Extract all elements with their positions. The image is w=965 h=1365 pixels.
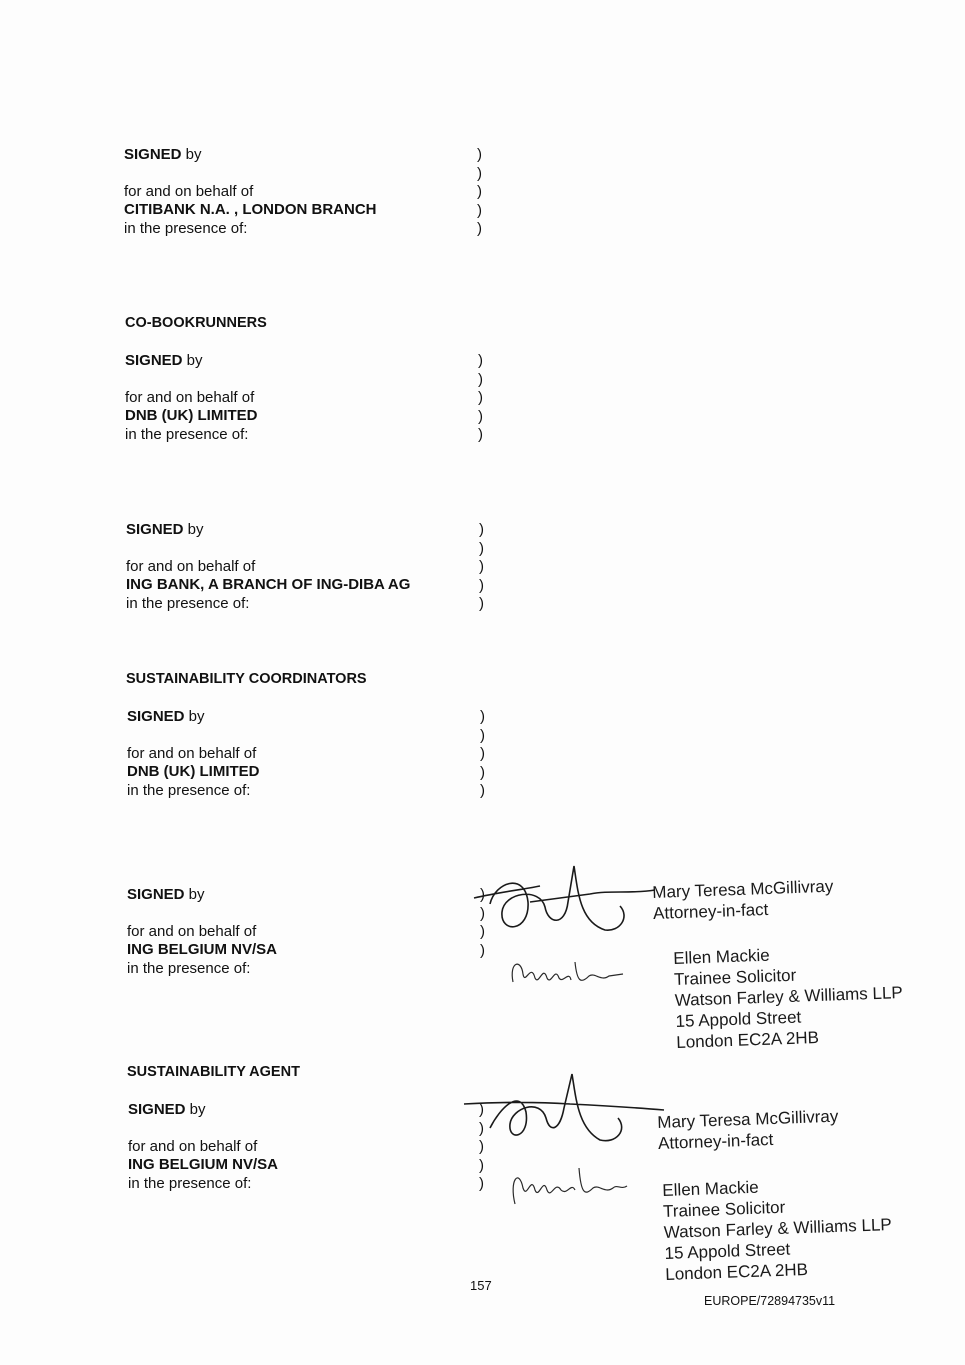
signature-block-dnb-coordinator: SIGNED by for and on behalf of DNB (UK) LIMITED in the presence of: bbox=[127, 708, 260, 799]
witness-city: London EC2A 2HB bbox=[664, 1259, 809, 1284]
bracket-column: ) ) ) ) ) bbox=[479, 1101, 484, 1192]
attorney-stamp-2 bbox=[657, 1106, 839, 1154]
witness-firm: Watson Farley & Williams LLP bbox=[663, 1215, 893, 1242]
witness-title: Trainee Solicitor bbox=[673, 965, 797, 989]
signed-label: SIGNED bbox=[127, 708, 185, 725]
entity-name: ING BELGIUM NV/SA bbox=[127, 941, 278, 958]
section-heading-co-bookrunners: CO-BOOKRUNNERS bbox=[125, 315, 267, 331]
witness-city: London EC2A 2HB bbox=[675, 1027, 820, 1052]
presence-label: in the presence of: bbox=[128, 1174, 252, 1192]
presence-label: in the presence of: bbox=[126, 594, 250, 612]
presence-label: in the presence of: bbox=[125, 425, 249, 443]
behalf-label: for and on behalf of bbox=[127, 922, 257, 940]
behalf-label: for and on behalf of bbox=[125, 388, 255, 406]
presence-label: in the presence of: bbox=[127, 781, 251, 799]
entity-name: DNB (UK) LIMITED bbox=[125, 407, 258, 424]
section-heading-sustainability-agent: SUSTAINABILITY AGENT bbox=[127, 1064, 300, 1080]
signature-block-ing-bank: SIGNED by for and on behalf of ING BANK, A BRANCH OF ING-DIBA AG in the presence of: bbox=[126, 521, 411, 612]
signed-label: SIGNED bbox=[125, 352, 183, 369]
section-heading-sustainability-coordinators: SUSTAINABILITY COORDINATORS bbox=[126, 671, 367, 687]
witness-street: 15 Appold Street bbox=[675, 1007, 802, 1031]
behalf-label: for and on behalf of bbox=[127, 744, 257, 762]
witness-name: Ellen Mackie bbox=[662, 1177, 760, 1200]
signature-block-dnb: SIGNED by for and on behalf of DNB (UK) LIMITED in the presence of: bbox=[125, 352, 258, 443]
witness-street: 15 Appold Street bbox=[664, 1239, 791, 1263]
signature-block-citibank: SIGNED by for and on behalf of CITIBANK N.A. , LONDON BRANCH in the presence of: bbox=[124, 146, 377, 237]
witness-stamp-1 bbox=[673, 940, 905, 1053]
witness-stamp-2 bbox=[662, 1172, 894, 1285]
attorney-signature-1 bbox=[470, 862, 670, 942]
signature-block-ing-belgium-agent: SIGNED by for and on behalf of ING BELGIUM NV/SA in the presence of: bbox=[128, 1101, 279, 1192]
behalf-label: for and on behalf of bbox=[124, 182, 254, 200]
presence-label: in the presence of: bbox=[127, 959, 251, 977]
bracket-column: ) ) ) ) bbox=[480, 886, 485, 959]
bracket-column: ) ) ) ) ) bbox=[479, 521, 484, 612]
bracket-column: ) ) ) ) ) bbox=[477, 146, 482, 237]
attorney-name: Mary Teresa McGillivray bbox=[657, 1106, 839, 1132]
attorney-title: Attorney-in-fact bbox=[657, 1129, 774, 1153]
attorney-title: Attorney-in-fact bbox=[652, 899, 769, 923]
witness-firm: Watson Farley & Williams LLP bbox=[674, 983, 904, 1010]
document-reference: EUROPE/72894735v11 bbox=[704, 1294, 836, 1308]
signed-label: SIGNED bbox=[128, 1101, 186, 1118]
signature-block-ing-belgium: SIGNED by for and on behalf of ING BELGIUM NV/SA in the presence of: bbox=[127, 886, 278, 977]
presence-label: in the presence of: bbox=[124, 219, 248, 237]
bracket-column: ) ) ) ) ) bbox=[480, 708, 485, 799]
attorney-name: Mary Teresa McGillivray bbox=[652, 876, 834, 902]
witness-signature-1 bbox=[505, 952, 625, 992]
entity-name: ING BANK, A BRANCH OF ING-DIBA AG bbox=[126, 576, 411, 593]
entity-name: DNB (UK) LIMITED bbox=[127, 763, 260, 780]
behalf-label: for and on behalf of bbox=[126, 557, 256, 575]
behalf-label: for and on behalf of bbox=[128, 1137, 258, 1155]
bracket-column: ) ) ) ) ) bbox=[478, 352, 483, 443]
witness-title: Trainee Solicitor bbox=[662, 1197, 786, 1221]
signed-label: SIGNED bbox=[124, 146, 182, 163]
witness-name: Ellen Mackie bbox=[673, 945, 771, 968]
signed-label: SIGNED bbox=[126, 521, 184, 538]
entity-name: ING BELGIUM NV/SA bbox=[128, 1156, 279, 1173]
witness-signature-2 bbox=[505, 1160, 635, 1210]
attorney-signature-2 bbox=[460, 1068, 670, 1158]
signed-label: SIGNED bbox=[127, 886, 185, 903]
page-number: 157 bbox=[470, 1278, 492, 1293]
attorney-stamp-1 bbox=[652, 876, 834, 924]
entity-name: CITIBANK N.A. , LONDON BRANCH bbox=[124, 201, 377, 218]
